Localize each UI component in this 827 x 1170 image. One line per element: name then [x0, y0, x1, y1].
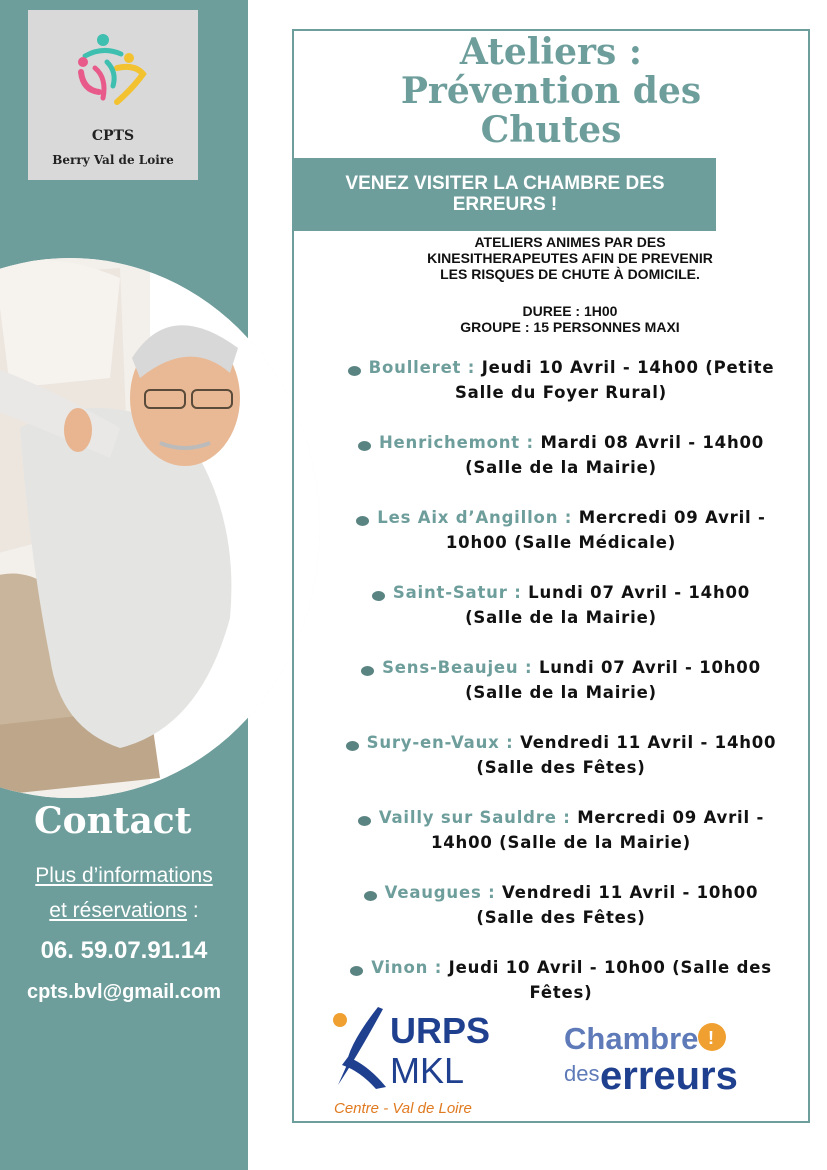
- intro-text: [360, 234, 780, 282]
- banner-line-2: ERREURS !: [452, 194, 558, 215]
- urps-mkl-logo: [328, 1005, 508, 1117]
- session-item: [312, 355, 810, 405]
- session-town: Henrichemont :: [378, 433, 534, 452]
- contact-title: Contact: [34, 800, 192, 842]
- session-line-1: [312, 430, 810, 455]
- session-venue: 14h00 (Salle de la Mairie): [430, 833, 692, 852]
- title-line-2: Prévention des: [400, 70, 702, 112]
- session-date: Vendredi 11 Avril - 14h00: [513, 733, 777, 752]
- intro-line-1: ATELIERS ANIMES PAR DES: [474, 234, 666, 250]
- intro-line-3: LES RISQUES DE CHUTE À DOMICILE.: [440, 266, 700, 282]
- banner-line-1: VENEZ VISITER LA CHAMBRE DES: [345, 173, 665, 194]
- session-line-1: [312, 355, 810, 380]
- bullet-icon: [348, 366, 361, 376]
- session-town: Vinon :: [371, 958, 443, 977]
- session-date: Vendredi 11 Avril - 10h00: [495, 883, 759, 902]
- session-item: [312, 655, 810, 705]
- session-venue: 10h00 (Salle Médicale): [445, 533, 677, 552]
- session-line-1: [312, 505, 810, 530]
- session-item: [312, 505, 810, 555]
- erreurs-text: erreurs: [600, 1054, 738, 1098]
- region-text: Centre - Val de Loire: [334, 1100, 472, 1117]
- session-item: [312, 730, 810, 780]
- duration-text: DUREE : 1H00: [522, 303, 618, 319]
- chambre-text: Chambre: [564, 1021, 699, 1056]
- session-item: [312, 880, 810, 930]
- workshop-details: [360, 303, 780, 335]
- session-venue: (Salle de la Mairie): [465, 458, 657, 477]
- logo-title: CPTS: [91, 128, 135, 144]
- session-town: Saint-Satur :: [392, 583, 522, 602]
- session-line-1: [312, 730, 810, 755]
- phone-number[interactable]: 06. 59.07.91.14: [40, 937, 208, 964]
- cpts-logo: [28, 10, 198, 180]
- session-town: Boulleret :: [368, 358, 476, 377]
- session-town: Vailly sur Sauldre :: [378, 808, 571, 827]
- info-link[interactable]: Plus d’informations: [35, 864, 213, 887]
- bullet-icon: [350, 966, 363, 976]
- bullet-icon: [361, 666, 374, 676]
- des-text: des: [564, 1061, 600, 1086]
- email-address[interactable]: cpts.bvl@gmail.com: [27, 981, 221, 1003]
- session-line-1: [312, 805, 810, 830]
- session-item: [312, 955, 810, 1005]
- bullet-icon: [372, 591, 385, 601]
- intro-line-2: KINESITHERAPEUTES AFIN DE PREVENIR: [427, 250, 713, 266]
- visit-banner: [294, 158, 716, 231]
- session-venue: (Salle de la Mairie): [465, 683, 657, 702]
- group-size-text: GROUPE : 15 PERSONNES MAXI: [460, 319, 680, 335]
- session-item: [312, 430, 810, 480]
- page-title: [292, 33, 810, 150]
- bullet-icon: [364, 891, 377, 901]
- session-town: Sens-Beaujeu :: [382, 658, 533, 677]
- session-town: Sury-en-Vaux :: [366, 733, 514, 752]
- contact-colon: :: [187, 899, 199, 922]
- session-date: Jeudi 10 Avril - 14h00 (Petite: [475, 358, 775, 377]
- session-line-1: [312, 955, 810, 980]
- session-line-1: [312, 655, 810, 680]
- elderly-man-photo: [0, 258, 320, 798]
- session-venue: (Salle des Fêtes): [476, 758, 646, 777]
- title-line-1: Ateliers :: [459, 31, 643, 73]
- bullet-icon: [358, 816, 371, 826]
- session-item: [312, 580, 810, 630]
- contact-info-line2: [0, 899, 248, 923]
- session-town: Les Aix d’Angillon :: [377, 508, 573, 527]
- session-venue: (Salle de la Mairie): [465, 608, 657, 627]
- alert-icon: !: [708, 1028, 714, 1048]
- session-venue: Fêtes): [529, 983, 593, 1002]
- chambre-des-erreurs-logo: [562, 1015, 742, 1100]
- mkl-text: MKL: [390, 1050, 465, 1091]
- session-item: [312, 805, 810, 855]
- session-venue: Salle du Foyer Rural): [454, 383, 668, 402]
- session-line-1: [312, 580, 810, 605]
- session-venue: (Salle des Fêtes): [476, 908, 646, 927]
- contact-info-line1: [0, 864, 248, 888]
- session-date: Mercredi 09 Avril -: [572, 508, 766, 527]
- session-date: Jeudi 10 Avril - 10h00 (Salle des: [442, 958, 772, 977]
- bullet-icon: [358, 441, 371, 451]
- logo-subtitle: Berry Val de Loire: [52, 153, 174, 167]
- bullet-icon: [356, 516, 369, 526]
- people-logo-icon: [73, 28, 153, 118]
- urps-text: URPS: [390, 1010, 491, 1051]
- session-town: Veaugues :: [384, 883, 496, 902]
- session-line-1: [312, 880, 810, 905]
- bullet-icon: [346, 741, 359, 751]
- session-date: Mardi 08 Avril - 14h00: [533, 433, 765, 452]
- session-date: Lundi 07 Avril - 14h00: [521, 583, 751, 602]
- session-date: Mercredi 09 Avril -: [570, 808, 765, 827]
- title-line-3: Chutes: [480, 109, 622, 151]
- reservations-link[interactable]: et réservations: [49, 899, 188, 922]
- session-date: Lundi 07 Avril - 10h00: [532, 658, 761, 677]
